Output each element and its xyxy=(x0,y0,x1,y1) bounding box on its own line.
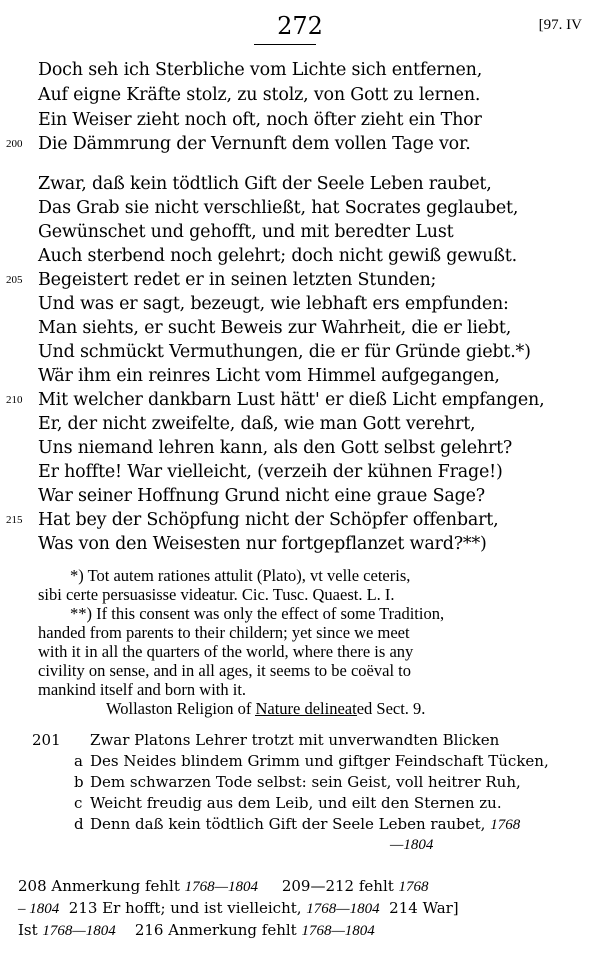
verse-line: Er, der nicht zweifelte, daß, wie man Gott verehrt, xyxy=(38,414,476,434)
variant-row xyxy=(18,898,578,920)
line-number: 205 xyxy=(6,274,23,286)
apparatus-row xyxy=(38,793,558,814)
verse-line: Die Dämmrung der Vernunft dem vollen Tage vor. xyxy=(38,134,471,154)
verse-line: Wär ihm ein reinres Licht vom Himmel aufgegangen, xyxy=(38,366,500,386)
apparatus-text: Weicht freudig aus dem Leib, und eilt den Sternen zu. xyxy=(90,794,502,812)
footnote-2-line: handed from parents to their childern; yet since we meet xyxy=(38,623,410,642)
variants xyxy=(18,876,578,942)
verse-line: Ein Weiser zieht noch oft, noch öfter zieht ein Thor xyxy=(38,110,482,130)
verse-line: Mit welcher dankbarn Lust hätt' er dieß Licht empfangen, xyxy=(38,390,545,410)
variant-text: 213 Er hofft; und ist vielleicht, xyxy=(59,899,307,917)
variant-year: – 1804 xyxy=(18,901,60,917)
apparatus-row xyxy=(38,772,558,793)
variant-year: 1768 xyxy=(398,879,429,895)
verse-line: Zwar, daß kein tödtlich Gift der Seele Leben raubet, xyxy=(38,174,492,194)
variant-row xyxy=(18,920,578,942)
apparatus-text-main: Denn daß kein tödtlich Gift der Seele Leben raubet, xyxy=(90,815,486,833)
variant-text: Ist xyxy=(18,921,43,939)
apparatus-year: 1768 xyxy=(490,817,521,833)
verse-line: Uns niemand lehren kann, als den Gott selbst gelehrt? xyxy=(38,438,513,458)
apparatus-row xyxy=(38,814,558,835)
apparatus-text: Des Neides blindem Grimm und giftger Feindschaft Tücken, xyxy=(90,752,549,770)
apparatus-label: a xyxy=(74,752,83,770)
apparatus xyxy=(32,730,558,856)
verse-line: Und schmückt Vermuthungen, die er für Gründe giebt.*) xyxy=(38,342,531,362)
verse-line: Doch seh ich Sterbliche vom Lichte sich entfernen, xyxy=(38,60,483,80)
variant-year: 1768—1804 xyxy=(301,923,375,939)
verse-line: War seiner Hoffnung Grund nicht eine graue Sage? xyxy=(38,486,485,506)
line-number: 210 xyxy=(6,394,23,406)
verse-line: Was von den Weisesten nur fortgepflanzet ward?**) xyxy=(38,534,487,554)
variant-year: 1768—1804 xyxy=(306,901,380,917)
apparatus-row xyxy=(38,751,558,772)
footnote-1-line: *) Tot autem rationes attulit (Plato), vt velle ceteris, xyxy=(70,566,411,585)
footnote-2-line: **) If this consent was only the effect of some Tradition, xyxy=(70,604,445,623)
footnote-2-line: civility on sense, and in all ages, it seems to be coëval to xyxy=(38,661,411,680)
footnote-2-line: with it in all the quarters of the world, where there is any xyxy=(38,642,414,661)
page-number-rule xyxy=(254,44,316,45)
page-number: 272 xyxy=(277,12,323,40)
variant-row xyxy=(18,876,578,898)
variant-year: 1768—1804 xyxy=(42,923,116,939)
footnote-2-line: mankind itself and born with it. xyxy=(38,680,247,699)
verse-line: Begeistert redet er in seinen letzten Stunden; xyxy=(38,270,437,290)
apparatus-year: —1804 xyxy=(390,837,434,853)
apparatus-row xyxy=(32,730,558,751)
apparatus-label: d xyxy=(74,815,84,833)
verse-line: Er hoffte! War vielleicht, (verzeih der kühnen Frage!) xyxy=(38,462,503,482)
line-number: 200 xyxy=(6,138,23,150)
verse-line: Gewünschet und gehofft, und mit beredter Lust xyxy=(38,222,454,242)
verse-line: Man siehts, er sucht Beweis zur Wahrheit, die er liebt, xyxy=(38,318,512,338)
footnote-source: Wollaston Religion of Nature delineated Sect. 9. xyxy=(106,699,426,718)
variant-text: 208 Anmerkung fehlt xyxy=(18,877,185,895)
variant-text: 214 War] xyxy=(379,899,459,917)
verse-line: Auch sterbend noch gelehrt; doch nicht gewiß gewußt. xyxy=(38,246,517,266)
verse-line: Und was er sagt, bezeugt, wie lebhaft ers empfunden: xyxy=(38,294,509,314)
variant-text: 216 Anmerkung fehlt xyxy=(115,921,302,939)
footnote-1-line: sibi certe persuasisse videatur. Cic. Tusc. Quaest. L. I. xyxy=(38,585,395,604)
apparatus-text: Zwar Platons Lehrer trotzt mit unverwandten Blicken xyxy=(90,731,500,749)
page-header xyxy=(0,12,600,42)
footnotes xyxy=(38,566,558,718)
verse-line: Das Grab sie nicht verschließt, hat Socrates geglaubet, xyxy=(38,198,519,218)
verse-line: Auf eigne Kräfte stolz, zu stolz, von Gott zu lernen. xyxy=(38,85,481,105)
apparatus-label: b xyxy=(74,773,84,791)
apparatus-label: c xyxy=(74,794,83,812)
apparatus-text: Dem schwarzen Tode selbst: sein Geist, voll heitrer Ruh, xyxy=(90,773,521,791)
variant-year: 1768—1804 xyxy=(184,879,258,895)
apparatus-line-number: 201 xyxy=(32,731,61,749)
apparatus-row xyxy=(38,835,558,856)
variant-text: 209—212 fehlt xyxy=(257,877,399,895)
apparatus-divider xyxy=(255,715,357,716)
verse-line: Hat bey der Schöpfung nicht der Schöpfer offenbart, xyxy=(38,510,499,530)
apparatus-text xyxy=(90,814,520,836)
line-number: 215 xyxy=(6,514,23,526)
signature-mark: [97. IV xyxy=(538,17,582,33)
